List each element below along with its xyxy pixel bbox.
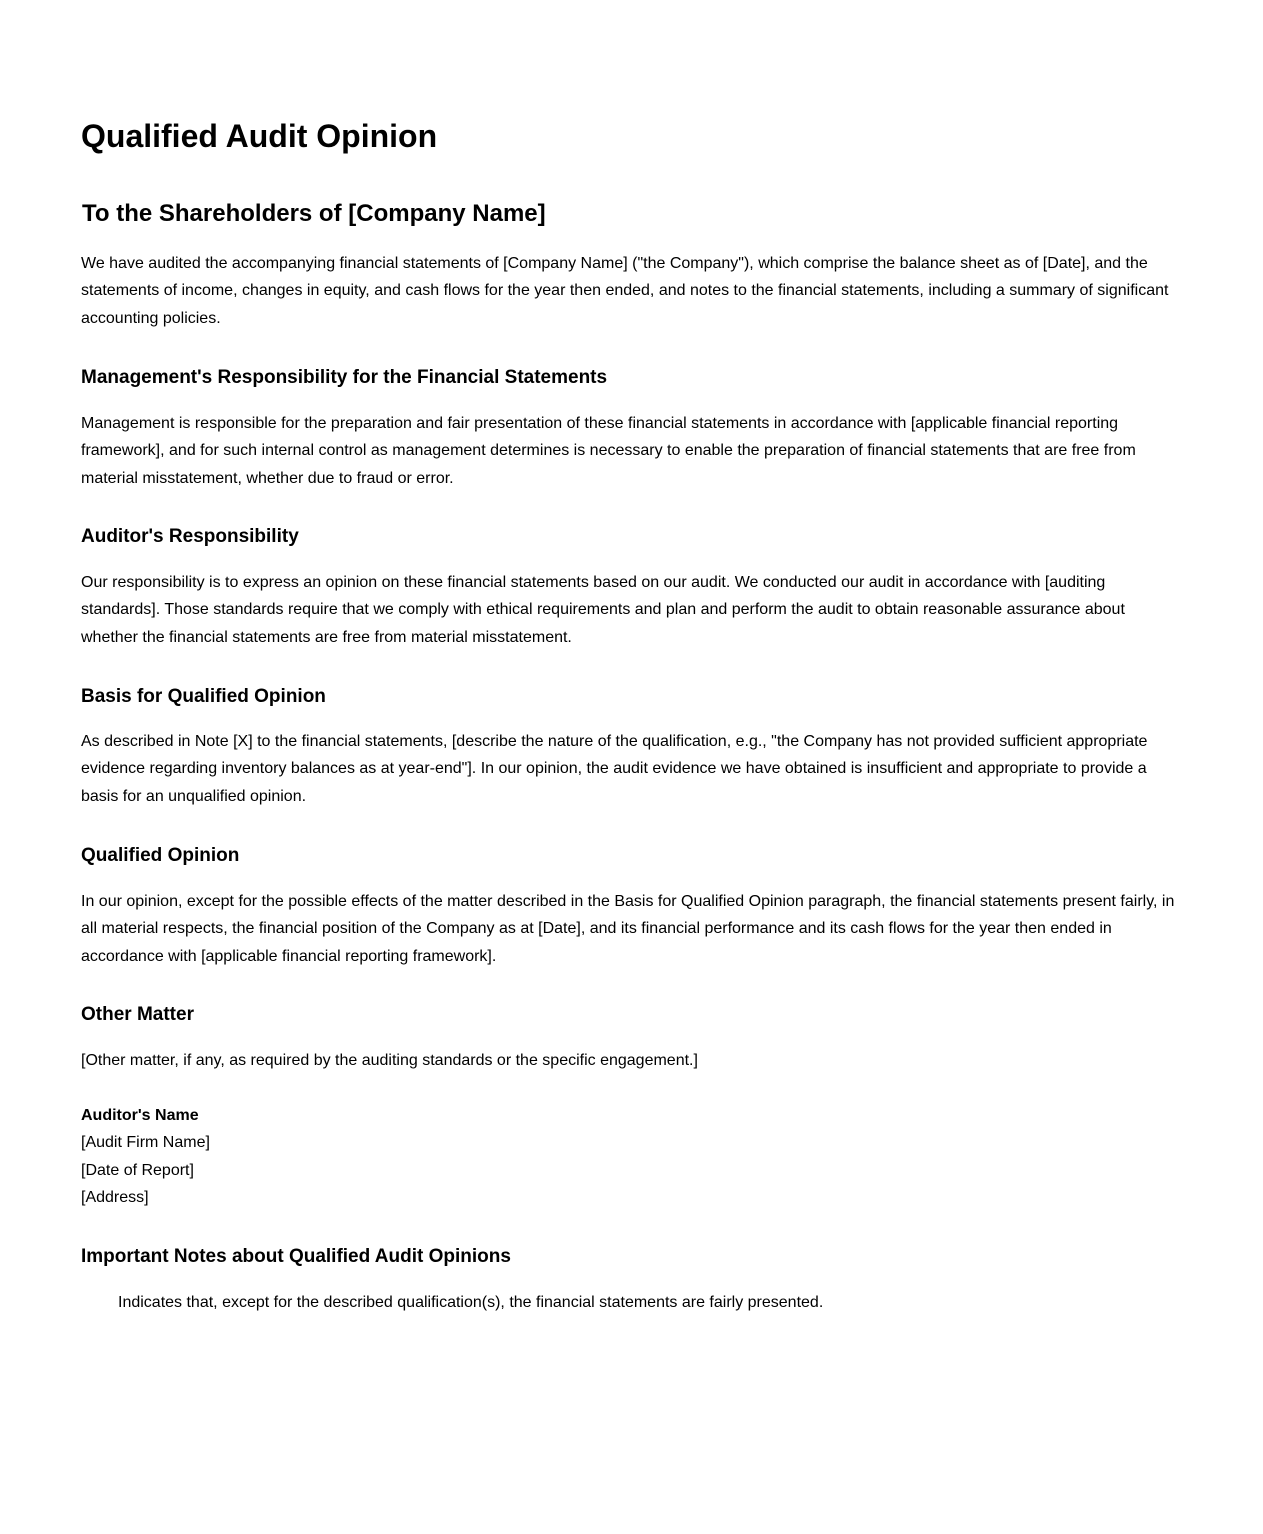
audit-firm-name: [Audit Firm Name] [81, 1134, 210, 1152]
basis-for-qualified-opinion-paragraph: As described in Note [X] to the financial statements, [describe the nature of the qualification, e.g., "the Company has not provided sufficient appropriate evidence regarding inventory balances as at year-end"]. In our opinion, the audit evidence we have obtained is insufficient and appropriate to provide a basis for an unqualified opinion. [81, 733, 1148, 805]
other-matter-heading: Other Matter [81, 1004, 194, 1025]
qualified-opinion-paragraph: In our opinion, except for the possible effects of the matter described in the Basis for Qualified Opinion paragraph, the financial statements present fairly, in all material respects, the financial position of the Company as at [Date], and its financial performance and its cash flows for the year then ended in accordance with [applicable financial reporting framework]. [81, 893, 1175, 965]
management-responsibility-heading: Management's Responsibility for the Financial Statements [81, 367, 608, 388]
other-matter-paragraph: [Other matter, if any, as required by the auditing standards or the specific engagement.] [81, 1052, 698, 1069]
notes-list-item: Indicates that, except for the described qualification(s), the financial statements are fairly presented. [118, 1294, 824, 1311]
auditor-name: Auditor's Name [81, 1107, 199, 1124]
content-clip-region [81, 1289, 1181, 1311]
auditor-responsibility-paragraph: Our responsibility is to express an opinion on these financial statements based on our audit. We conducted our audit in accordance with [auditing standards]. Those standards require that we comply with ethical requirements and plan and perform the audit to obtain reasonable assurance about whether the financial statements are free from material misstatement. [81, 574, 1125, 646]
intro-paragraph: We have audited the accompanying financial statements of [Company Name] ("the Company"), which comprise the balance sheet as of [Date], and the statements of income, changes in equity, and cash flows for the year then ended, and notes to the financial statements, including a summary of significant accounting policies. [81, 255, 1169, 327]
report-date: [Date of Report] [81, 1161, 194, 1179]
qualified-opinion-heading: Qualified Opinion [81, 845, 240, 866]
document-title: Qualified Audit Opinion [81, 118, 438, 154]
management-responsibility-paragraph: Management is responsible for the preparation and fair presentation of these financial statements in accordance with [applicable financial reporting framework], and for such internal control as management determines is necessary to enable the preparation of financial statements that are free from material misstatement, whether due to fraud or error. [81, 415, 1136, 487]
auditor-address: [Address] [81, 1188, 149, 1206]
important-notes-heading: Important Notes about Qualified Audit Opinions [81, 1246, 511, 1267]
addressee-heading: To the Shareholders of [Company Name] [82, 200, 546, 227]
auditor-responsibility-heading: Auditor's Responsibility [81, 526, 299, 547]
signature-block [81, 1102, 210, 1211]
basis-for-qualified-opinion-heading: Basis for Qualified Opinion [81, 686, 326, 707]
